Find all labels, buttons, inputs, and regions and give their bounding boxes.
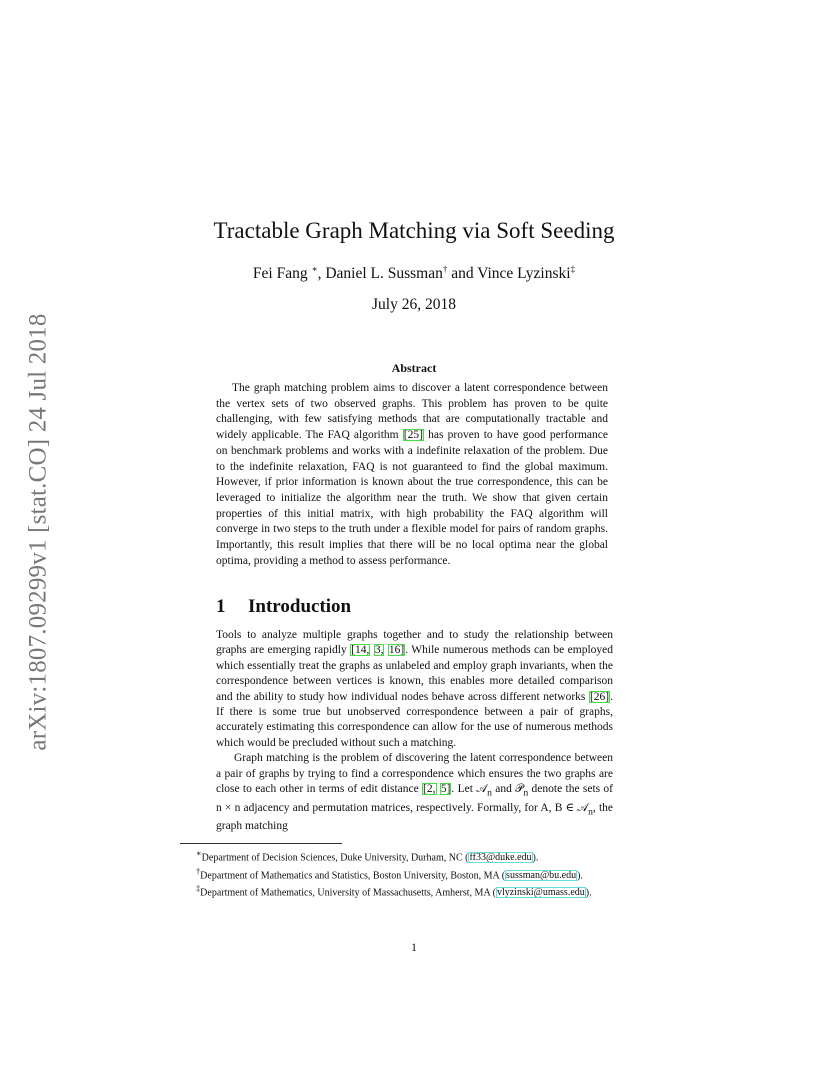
footnote-text: Department of Decision Sciences, Duke University, Durham, NC (: [201, 852, 469, 864]
citation-link[interactable]: 16]: [388, 644, 405, 657]
intro-paragraph-1: [216, 628, 613, 751]
footnote-text: Department of Mathematics and Statistics, Boston University, Boston, MA (: [200, 869, 506, 881]
page-number: 1: [411, 940, 417, 954]
intro-text: and 𝒫: [491, 783, 524, 796]
footnote-1: [180, 847, 650, 865]
footnote-text: ).: [577, 869, 583, 881]
math-subscript: n: [588, 806, 593, 818]
author-vince-lyzinski: and Vince Lyzinski: [447, 265, 571, 283]
footnote-mark-1[interactable]: ∗: [311, 264, 318, 274]
email-link[interactable]: vlyzinski@umass.edu: [496, 887, 585, 899]
author-fei-fang: Fei Fang: [252, 265, 312, 283]
citation-link[interactable]: 3,: [374, 644, 384, 657]
citation-link[interactable]: 5]: [440, 783, 451, 796]
citation-link[interactable]: [14,: [351, 644, 370, 657]
intro-text: . If there is some true but unobserved correspondence between a pair of graphs, accurately estimating this correspondence can allow for the use of numerous methods which would be precluded without such a matching.: [216, 690, 613, 749]
intro-paragraph-2: [216, 751, 613, 835]
author-daniel-sussman: , Daniel L. Sussman: [317, 265, 443, 283]
abstract-body: [216, 381, 608, 569]
citation-link[interactable]: [25]: [403, 429, 423, 442]
footnote-marker: ‡: [196, 884, 201, 894]
footnote-text: Department of Mathematics, University of Massachusetts, Amherst, MA (: [200, 887, 496, 899]
intro-text: , the graph matching: [216, 801, 613, 833]
abstract-heading: Abstract: [391, 361, 437, 375]
email-link[interactable]: sussman@bu.edu: [506, 869, 577, 881]
footnote-text: ).: [585, 887, 592, 899]
intro-text: denote the sets of n × n adjacency and permutation matrices, respectively. Formally, for A, B ∈ 𝒜: [216, 783, 613, 814]
paper-date: July 26, 2018: [372, 296, 456, 313]
introduction-body: [216, 628, 613, 835]
footnote-text: ).: [532, 852, 539, 864]
footnotes: [180, 847, 650, 900]
abstract-text-2: has proven to have good performance on benchmark problems and works with a indefinite relaxation of the problem. Due to the indefinite relaxation, FAQ is not guaranteed to find the global maximum. However, if prior information is known about the true correspondence, this can be leveraged to initialize the algorithm near the truth. We show that given certain properties of this initial matrix, with high probability the FAQ algorithm will converge in two steps to the truth under a flexible model for pairs of random graphs. Importantly, this result implies that there will be no local optima near the global optima, providing a method to assess performance.: [216, 429, 608, 567]
section-heading-introduction: [216, 596, 351, 618]
intro-text: . While numerous methods can be employed which essentially treat the graphs as unlabeled and employ graph invariants, when the correspondence between vertices is known, this enables more detailed comparison and the ability to study how individual nodes behave across different networks: [216, 644, 613, 703]
footnote-mark-3[interactable]: ‡: [570, 264, 576, 274]
arxiv-stamp-text: arXiv:1807.09299v1 [stat.CO] 24 Jul 2018: [25, 313, 53, 751]
intro-text: . Let 𝒜: [451, 783, 488, 796]
abstract-text-1: The graph matching problem aims to discover a latent correspondence between the vertex sets of two observed graphs. This problem has proven to be quite challenging, with few satisfying methods that are computationally tractable and widely applicable. The FAQ algorithm: [216, 382, 608, 442]
footnote-2: [180, 865, 650, 883]
paper-title: Tractable Graph Matching via Soft Seeding: [213, 218, 615, 243]
section-number: 1: [216, 596, 226, 617]
math-subscript: n: [523, 787, 529, 799]
footnote-mark-2[interactable]: †: [442, 264, 448, 274]
intro-text: Graph matching is the problem of discovering the latent correspondence between a pair of graphs by trying to find a correspondence which ensures the two graphs are close to each other in terms of edit distance: [216, 752, 613, 796]
footnote-marker: ∗: [196, 849, 202, 858]
intro-text: Tools to analyze multiple graphs together and to study the relationship between graphs are emerging rapidly: [216, 629, 613, 657]
footnote-marker: †: [196, 866, 201, 876]
math-subscript: n: [487, 787, 492, 799]
citation-link[interactable]: [2,: [423, 783, 436, 796]
citation-link[interactable]: [26]: [589, 690, 610, 703]
email-link[interactable]: ff33@duke.edu: [469, 852, 532, 864]
section-title: Introduction: [248, 596, 352, 617]
author-line: [0, 264, 828, 283]
footnote-divider: [180, 843, 342, 844]
footnote-3: [180, 882, 650, 900]
